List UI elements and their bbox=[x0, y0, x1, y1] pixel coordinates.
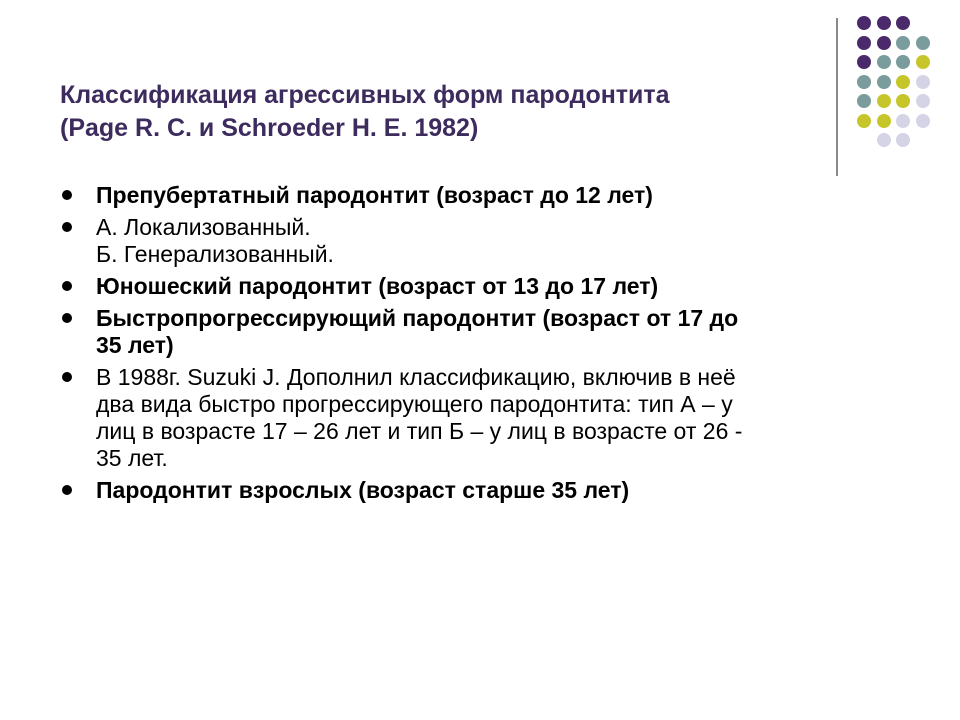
decorative-dot bbox=[916, 55, 930, 69]
title-line-2: (Page R. C. и Schroeder H. E. 1982) bbox=[60, 114, 479, 142]
decorative-dot bbox=[896, 94, 910, 108]
bullet-dot-icon bbox=[62, 372, 72, 382]
decorative-dot bbox=[857, 114, 871, 128]
bullet-dot-icon bbox=[62, 281, 72, 291]
slide-title bbox=[60, 79, 800, 145]
decorative-dot bbox=[896, 114, 910, 128]
decorative-dot bbox=[857, 16, 871, 30]
decorative-dot bbox=[896, 133, 910, 147]
bullet-text-line: А. Локализованный. bbox=[96, 214, 311, 240]
decorative-dot bbox=[877, 75, 891, 89]
vertical-divider-line bbox=[836, 18, 838, 176]
decorative-dot bbox=[857, 36, 871, 50]
bullet-text-line: 35 лет) bbox=[96, 332, 174, 358]
decorative-dot bbox=[877, 36, 891, 50]
decorative-dot bbox=[877, 133, 891, 147]
bullet-text-line: Быстропрогрессирующий пародонтит (возраст от 17 до bbox=[96, 305, 739, 331]
bullet-item-juvenile bbox=[60, 273, 900, 300]
bullet-item-subtypes bbox=[60, 214, 900, 268]
bullet-dot-icon bbox=[62, 485, 72, 495]
bullet-item-adult bbox=[60, 477, 900, 504]
bullet-text-line: лиц в возрасте 17 – 26 лет и тип Б – у лиц в возрасте от 26 - bbox=[96, 418, 743, 444]
bullet-text-line: Б. Генерализованный. bbox=[96, 241, 334, 267]
decorative-dot bbox=[857, 75, 871, 89]
bullet-text-line: Юношеский пародонтит (возраст от 13 до 17 лет) bbox=[96, 273, 659, 299]
bullet-text-line: Пародонтит взрослых (возраст старше 35 лет) bbox=[96, 477, 630, 503]
decorative-dot bbox=[896, 16, 910, 30]
decorative-dot bbox=[916, 94, 930, 108]
bullet-item-rapidly-progressive bbox=[60, 305, 900, 359]
decorative-dot bbox=[896, 55, 910, 69]
bullet-text-line: Препубертатный пародонтит (возраст до 12 лет) bbox=[96, 182, 653, 208]
decorative-dot bbox=[857, 55, 871, 69]
bullet-text-line: 35 лет. bbox=[96, 445, 168, 471]
title-line-1: Классификация агрессивных форм пародонтита bbox=[60, 81, 670, 109]
bullet-item-suzuki-1988 bbox=[60, 364, 900, 472]
bullet-dot-icon bbox=[62, 190, 72, 200]
decorative-dot bbox=[896, 75, 910, 89]
decorative-dot bbox=[916, 114, 930, 128]
decorative-dot bbox=[857, 94, 871, 108]
decorative-dot bbox=[877, 55, 891, 69]
decorative-dot bbox=[877, 94, 891, 108]
bullet-item-prepubertal bbox=[60, 182, 900, 209]
decorative-dot bbox=[916, 75, 930, 89]
bullet-dot-icon bbox=[62, 313, 72, 323]
decorative-dot bbox=[916, 36, 930, 50]
decorative-dot bbox=[877, 114, 891, 128]
bullet-text-line: В 1988г. Suzuki J. Дополнил классификацию, включив в неё bbox=[96, 364, 736, 390]
decorative-dot bbox=[877, 16, 891, 30]
bullet-dot-icon bbox=[62, 222, 72, 232]
bullet-list bbox=[60, 182, 900, 509]
bullet-text-line: два вида быстро прогрессирующего пародонтита: тип А – у bbox=[96, 391, 733, 417]
decorative-dot bbox=[896, 36, 910, 50]
